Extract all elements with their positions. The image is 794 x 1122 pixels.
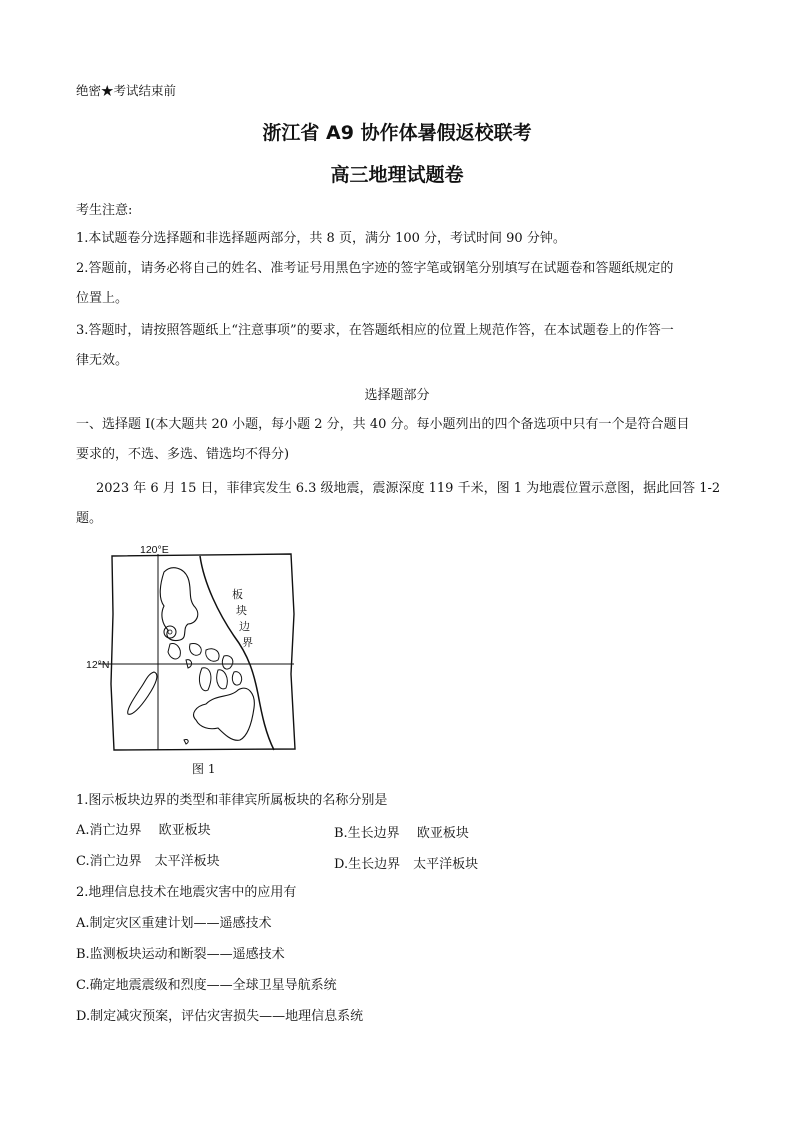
mindanao-island [194,688,255,740]
figure-caption: 图 1 [192,762,216,776]
q1-stem: 1.图示板块边界的类型和菲律宾所属板块的名称分别是 [76,793,388,808]
exam-subtitle: 高三地理试题卷 [330,164,464,186]
notice-item-3-line-1: 3.答题时，请按照答题纸上“注意事项”的要求，在答题纸相应的位置上规范作答，在本试题卷上的作答一 [76,323,674,338]
q1-option-b: B.生长边界 欧亚板块 [334,826,469,841]
palawan-island [128,672,157,714]
confidential-label: 绝密★考试结束前 [76,83,177,98]
earthquake-location-map [84,544,304,776]
section-intro-line-2: 要求的，不选、多选、错选均不得分) [76,447,290,462]
notice-item-3-line-2: 律无效。 [76,353,129,368]
notice-item-2-line-1: 2.答题前，请务必将自己的姓名、准考证号用黑色字迹的签字笔或钢笔分别填写在试题卷和答题纸规定的 [76,261,674,276]
notice-heading: 考生注意: [76,203,133,218]
latitude-label: 12°N [86,659,110,671]
epicenter-marker [164,626,176,638]
mindoro-island [168,644,180,659]
q2-option-c: C.确定地震震级和烈度——全球卫星导航系统 [76,978,337,993]
map-frame [111,554,295,750]
q1-option-d: D.生长边界 太平洋板块 [334,857,479,872]
q1-option-c: C.消亡边界 太平洋板块 [76,854,220,869]
question-stem-line-1: 2023 年 6 月 15 日，菲律宾发生 6.3 级地震，震源深度 119 千米，图 1 为地震位置示意图，据此回答 1-2 [96,481,721,496]
q2-option-a: A.制定灾区重建计划——遥感技术 [76,916,272,931]
luzon-island [160,568,198,641]
q1-option-a: A.消亡边界 欧亚板块 [76,823,211,838]
q2-option-d: D.制定减灾预案，评估灾害损失——地理信息系统 [76,1009,364,1024]
boundary-label-char-3: 边 [239,620,250,633]
section-title: 选择题部分 [364,388,430,403]
plate-boundary-line [200,556,274,750]
boundary-label-char-1: 板 [232,588,243,601]
section-intro-line-1: 一、选择题 I(本大题共 20 小题，每小题 2 分，共 40 分。每小题列出的四个备选项中只有一个是符合题目 [76,417,690,432]
q2-stem: 2.地理信息技术在地震灾害中的应用有 [76,885,297,900]
q2-option-b: B.监测板块运动和断裂——遥感技术 [76,947,285,962]
notice-item-1: 1.本试题卷分选择题和非选择题两部分，共 8 页，满分 100 分，考试时间 90 分钟。 [76,231,566,246]
boundary-label-char-2: 块 [236,604,247,617]
longitude-label: 120°E [140,544,169,556]
notice-item-2-line-2: 位置上。 [76,291,129,306]
question-stem-line-2: 题。 [76,511,103,526]
boundary-label-char-4: 界 [242,636,253,649]
exam-title: 浙江省 A9 协作体暑假返校联考 [262,122,532,144]
